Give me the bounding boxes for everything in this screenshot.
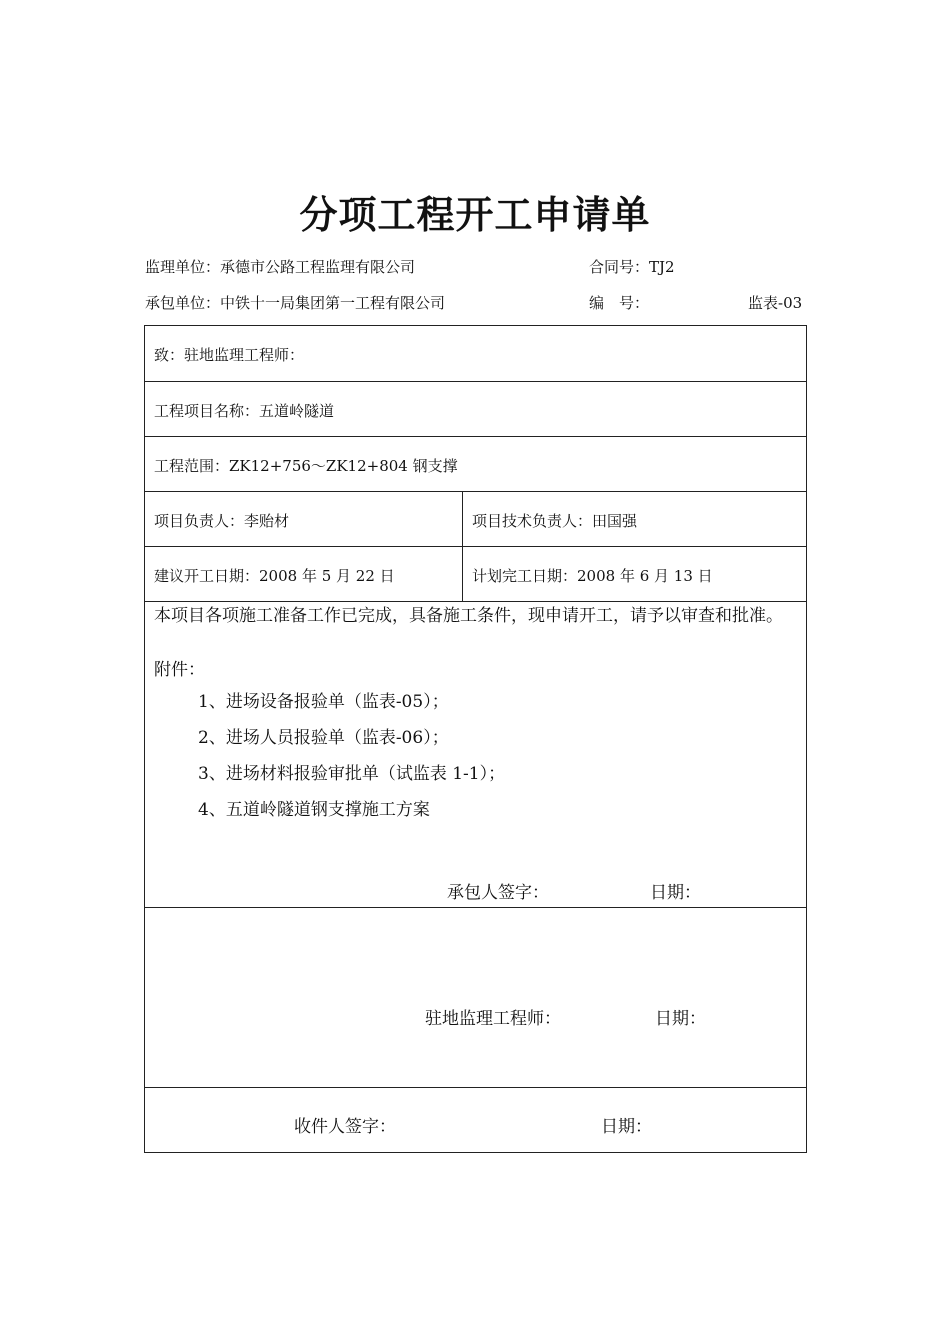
project-leader: 项目负责人：李贻材	[154, 512, 290, 530]
row-application	[145, 602, 806, 908]
attachment-item: 1、进场设备报验单（监表-05）；	[198, 692, 449, 712]
column-divider	[462, 547, 463, 601]
column-divider	[462, 492, 463, 546]
addressee: 致：驻地监理工程师：	[154, 346, 305, 364]
technical-leader: 项目技术负责人：田国强	[472, 512, 638, 530]
planned-finish-date: 计划完工日期：2008 年 6 月 13 日	[472, 567, 713, 585]
application-statement: 本项目各项施工准备工作已完成，具备施工条件，现申请开工，请予以审查和批准。	[154, 606, 783, 626]
application-form	[144, 325, 807, 1153]
contractor-signature-label: 承包人签字：	[447, 883, 549, 903]
page-title: 分项工程开工申请单	[299, 193, 651, 237]
serial-number-label: 编 号：	[589, 294, 650, 312]
row-project-name	[145, 382, 806, 437]
supervisor-unit: 监理单位：承德市公路工程监理有限公司	[145, 258, 416, 276]
contractor-date-label: 日期：	[650, 883, 701, 903]
attachments-label: 附件：	[154, 660, 205, 680]
contractor-unit: 承包单位：中铁十一局集团第一工程有限公司	[145, 294, 446, 312]
proposed-start-date: 建议开工日期：2008 年 5 月 22 日	[154, 567, 395, 585]
row-scope	[145, 437, 806, 492]
row-supervisor	[145, 908, 806, 1088]
attachment-item: 3、进场材料报验审批单（试监表 1-1）；	[198, 764, 506, 784]
contract-number: 合同号：TJ2	[589, 258, 675, 276]
supervisor-date-label: 日期：	[655, 1009, 706, 1029]
row-receiver	[145, 1088, 806, 1152]
row-dates	[145, 547, 806, 602]
row-addressee	[145, 326, 806, 382]
row-leaders	[145, 492, 806, 547]
attachment-item: 4、五道岭隧道钢支撑施工方案	[198, 800, 430, 820]
receiver-date-label: 日期：	[601, 1117, 652, 1137]
receiver-signature-label: 收件人签字：	[294, 1117, 396, 1137]
attachment-item: 2、进场人员报验单（监表-06）；	[198, 728, 449, 748]
project-name: 工程项目名称：五道岭隧道	[154, 402, 335, 420]
form-code: 监表-03	[748, 294, 803, 312]
work-scope: 工程范围：ZK12+756～ZK12+804 钢支撑	[154, 457, 458, 475]
supervisor-signature-label: 驻地监理工程师：	[425, 1009, 561, 1029]
